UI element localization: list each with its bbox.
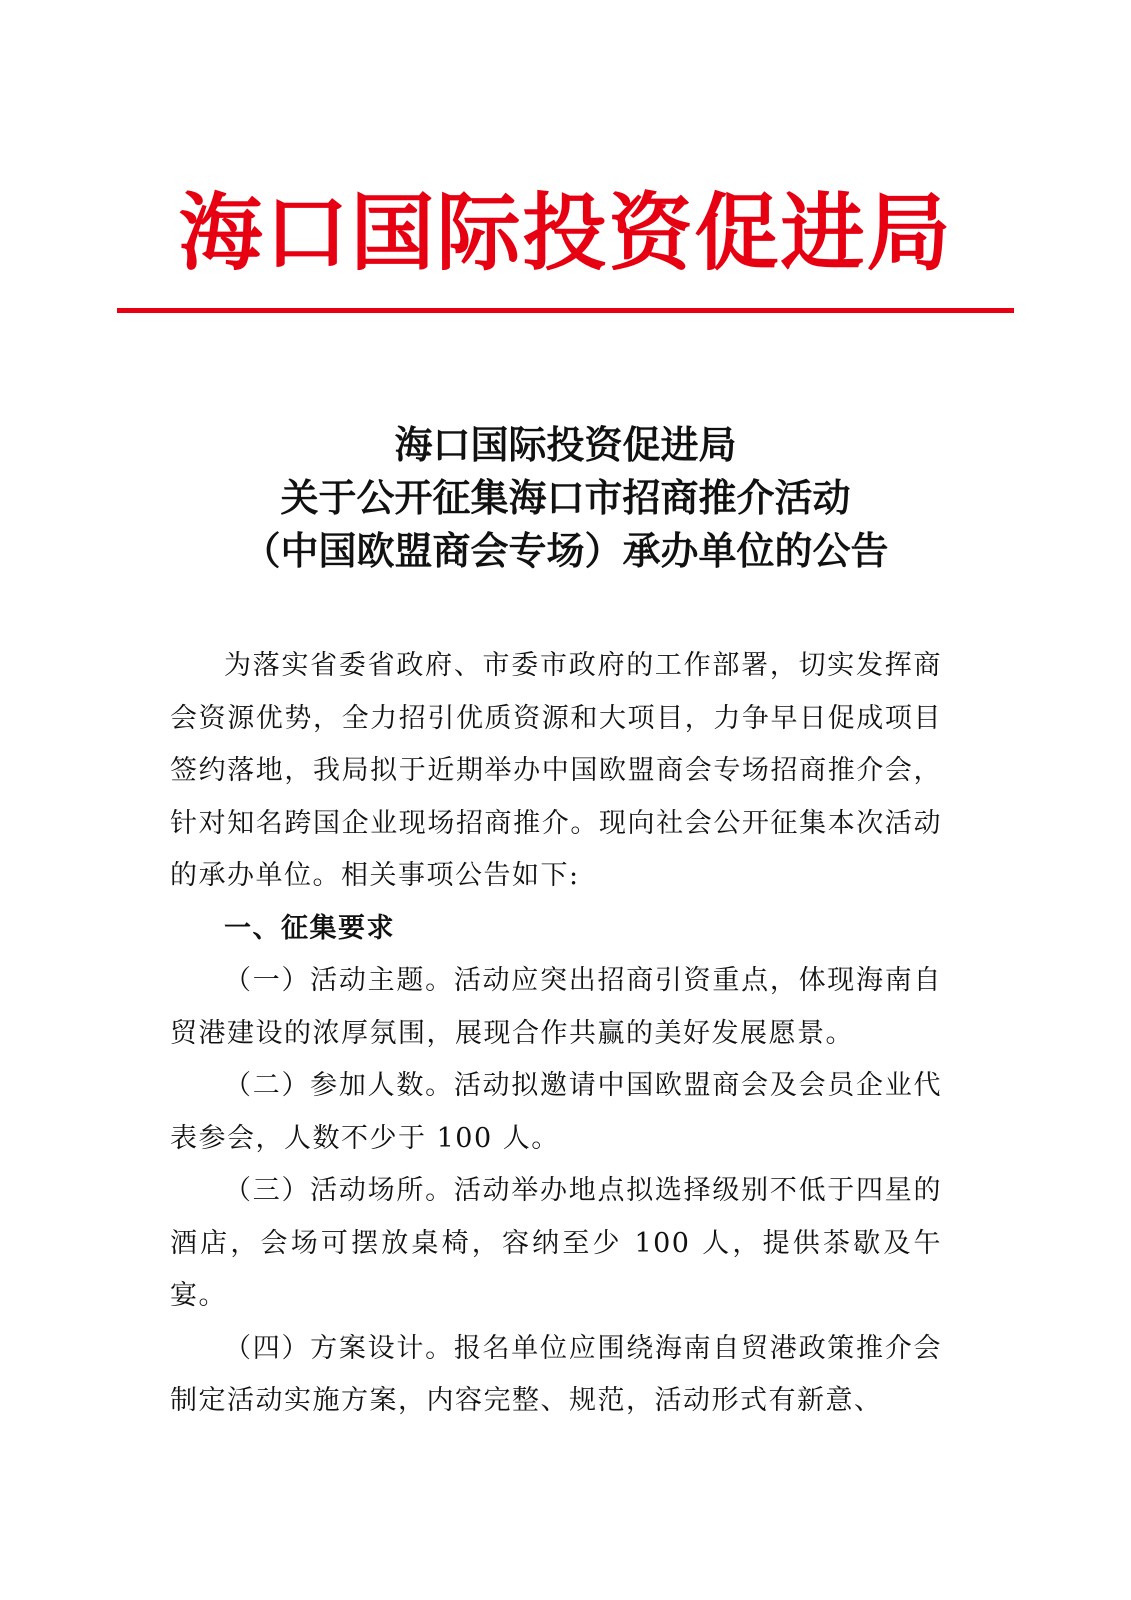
- requirement-item-4: （四）方案设计。报名单位应围绕海南自贸港政策推介会制定活动实施方案，内容完整、规范，活动形式有新意、: [170, 1332, 942, 1416]
- intro-paragraph: 为落实省委省政府、市委市政府的工作部署，切实发挥商会资源优势，全力招引优质资源和大项目，力争早日促成项目签约落地，我局拟于近期举办中国欧盟商会专场招商推介会，针对知名跨国企业现场招商推介。现向社会公开征集本次活动的承办单位。相关事项公告如下:: [170, 650, 942, 891]
- requirement-item-2: （二）参加人数。活动拟邀请中国欧盟商会及会员企业代表参会，人数不少于 100 人。: [170, 1070, 942, 1154]
- title-line-1: 海口国际投资促进局: [394, 422, 737, 467]
- title-line-2: 关于公开征集海口市招商推介活动: [280, 475, 851, 520]
- requirement-item-3: （三）活动场所。活动举办地点拟选择级别不低于四星的酒店，会场可摆放桌椅，容纳至少 100 人，提供茶歇及午宴。: [170, 1175, 942, 1311]
- section-heading-1: 一、征集要求: [224, 912, 395, 944]
- masthead-title: 海口国际投资促进局: [178, 183, 953, 282]
- document-title: [0, 418, 1131, 577]
- document-body: [170, 640, 942, 1428]
- masthead-divider: [117, 308, 1014, 313]
- requirement-item-1: （一）活动主题。活动应突出招商引资重点，体现海南自贸港建设的浓厚氛围，展现合作共赢的美好发展愿景。: [170, 965, 942, 1049]
- title-line-3: （中国欧盟商会专场）承办单位的公告: [242, 528, 889, 573]
